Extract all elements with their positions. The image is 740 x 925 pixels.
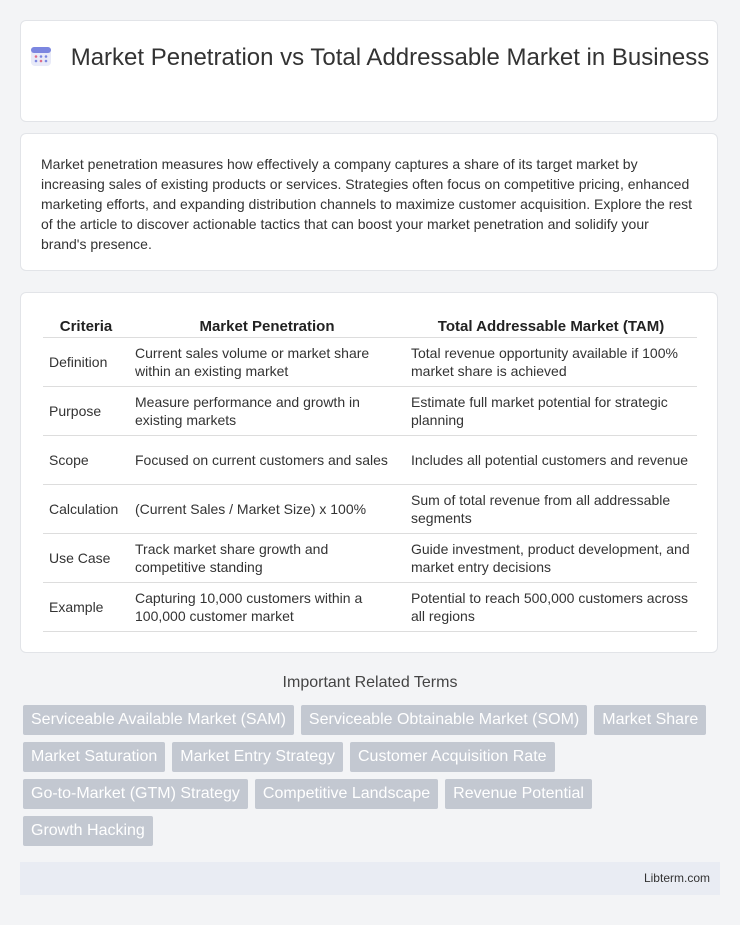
tag-market-entry-strategy[interactable]: Market Entry Strategy — [172, 742, 343, 772]
market-penetration-cell: Capturing 10,000 customers within a 100,000 customer market — [129, 583, 405, 632]
footer — [20, 862, 720, 895]
criteria-cell: Calculation — [43, 485, 129, 534]
footer-site-link[interactable]: Libterm.com — [643, 871, 710, 885]
tag-sam[interactable]: Serviceable Available Market (SAM) — [23, 705, 294, 735]
criteria-cell: Purpose — [43, 387, 129, 436]
table-row — [43, 534, 697, 583]
tag-gtm-strategy[interactable]: Go-to-Market (GTM) Strategy — [23, 779, 248, 809]
intro-paragraph: Market penetration measures how effectively a company captures a share of its target market by increasing sales of existing products or services. Strategies often focus on competitive pricing, enhanced marketing efforts, and expanding distribution channels to maximize customer acquisition. Explore the rest of the article to discover actionable tactics that can boost your market penetration and solidify your brand's presence. — [41, 156, 693, 252]
table-row — [43, 387, 697, 436]
criteria-cell: Example — [43, 583, 129, 632]
market-penetration-cell: Measure performance and growth in existing markets — [129, 387, 405, 436]
criteria-cell: Definition — [43, 338, 129, 387]
tag-market-share[interactable]: Market Share — [594, 705, 706, 735]
tag-som[interactable]: Serviceable Obtainable Market (SOM) — [301, 705, 587, 735]
calendar-icon — [29, 44, 53, 68]
market-penetration-cell: (Current Sales / Market Size) x 100% — [129, 485, 405, 534]
tam-cell: Includes all potential customers and revenue — [405, 436, 697, 485]
comparison-card — [20, 292, 718, 653]
criteria-cell: Scope — [43, 436, 129, 485]
header-tam: Total Addressable Market (TAM) — [405, 315, 697, 338]
tam-cell: Sum of total revenue from all addressable segments — [405, 485, 697, 534]
related-terms-list — [23, 705, 713, 846]
header-criteria: Criteria — [43, 315, 129, 338]
title-card — [20, 20, 718, 122]
page-title-wrap — [21, 43, 717, 72]
table-row — [43, 485, 697, 534]
related-terms-title: Important Related Terms — [282, 674, 458, 691]
table-row — [43, 583, 697, 632]
tag-competitive-landscape[interactable]: Competitive Landscape — [255, 779, 438, 809]
tag-revenue-potential[interactable]: Revenue Potential — [445, 779, 592, 809]
market-penetration-cell: Track market share growth and competitive standing — [129, 534, 405, 583]
market-penetration-cell: Focused on current customers and sales — [129, 436, 405, 485]
table-header-row — [43, 315, 697, 338]
page-title: Market Penetration vs Total Addressable Market in Business — [70, 44, 710, 71]
tag-market-saturation[interactable]: Market Saturation — [23, 742, 165, 772]
market-penetration-cell: Current sales volume or market share within an existing market — [129, 338, 405, 387]
comparison-table — [43, 315, 697, 632]
intro-card — [20, 133, 718, 271]
header-market-penetration: Market Penetration — [129, 315, 405, 338]
table-row — [43, 436, 697, 485]
tam-cell: Potential to reach 500,000 customers across all regions — [405, 583, 697, 632]
table-row — [43, 338, 697, 387]
tag-growth-hacking[interactable]: Growth Hacking — [23, 816, 153, 846]
tam-cell: Total revenue opportunity available if 100% market share is achieved — [405, 338, 697, 387]
tam-cell: Guide investment, product development, and market entry decisions — [405, 534, 697, 583]
criteria-cell: Use Case — [43, 534, 129, 583]
tag-customer-acquisition-rate[interactable]: Customer Acquisition Rate — [350, 742, 555, 772]
tam-cell: Estimate full market potential for strategic planning — [405, 387, 697, 436]
